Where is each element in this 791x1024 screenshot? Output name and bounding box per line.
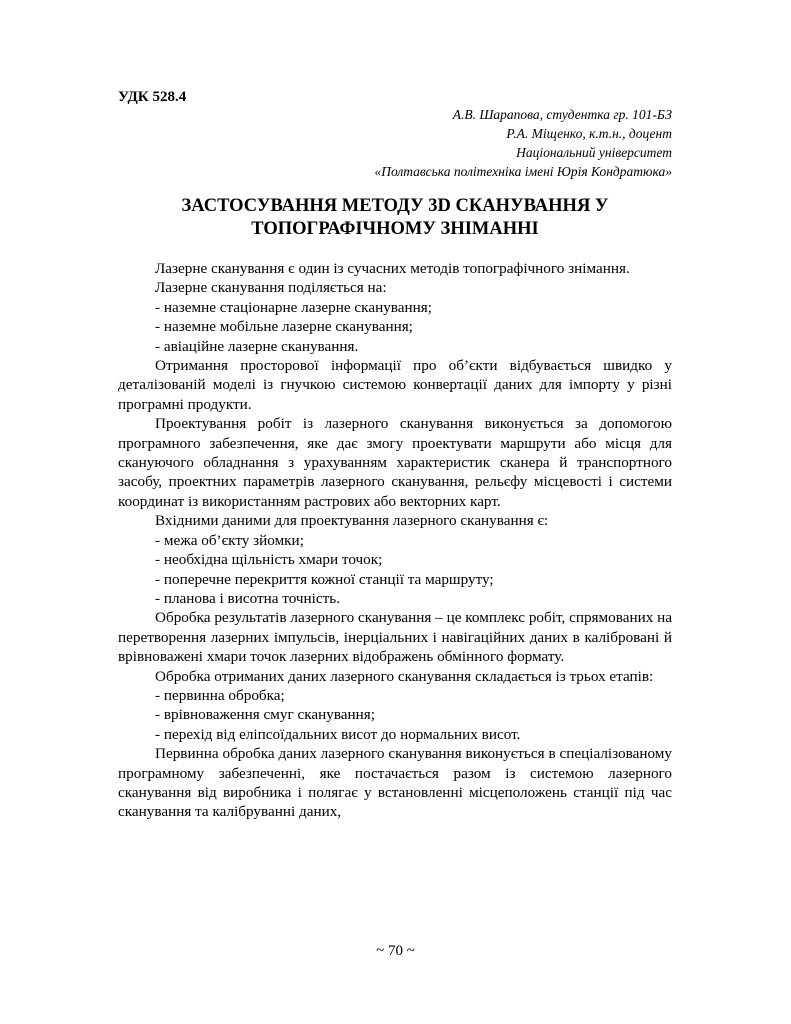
- author-line: Р.А. Міщенко, к.т.н., доцент: [506, 126, 672, 141]
- paragraph: Обробка отриманих даних лазерного сканування складається із трьох етапів:: [155, 667, 654, 685]
- page-number: ~ 70 ~: [376, 943, 415, 959]
- title-line: ЗАСТОСУВАННЯ МЕТОДУ 3D СКАНУВАННЯ У: [181, 196, 609, 216]
- list-item: - планова і висотна точність.: [155, 589, 341, 607]
- affiliation-line: Національний університет: [516, 145, 672, 160]
- paragraph: Первинна обробка даних лазерного сканування виконується в спеціалізованому програмному забезпеченні, яке постачається разом із системою лазерного сканування від виробника і полягає у встановленні місцеположень станції під час сканування та калібруванні даних,: [118, 745, 672, 821]
- paragraph: Вхідними даними для проектування лазерного сканування є:: [155, 512, 549, 530]
- affiliation-line: «Полтавська політехніка імені Юрія Кондратюка»: [374, 164, 672, 179]
- list-item: - наземне стаціонарне лазерне сканування;: [155, 298, 432, 316]
- list-item: - перехід від еліпсоїдальних висот до нормальних висот.: [155, 725, 521, 743]
- paragraph: Проектування робіт із лазерного сканування виконується за допомогою програмного забезпечення, яке дає змогу проектувати маршрути або місця для скануючого обладнання з урахуванням характеристик сканера й транспортного засобу, проектних параметрів лазерного сканування, рельєфу місцевості і системи координат із використанням растрових або векторних карт.: [118, 415, 672, 510]
- author-block: [300, 105, 672, 181]
- list-item: - необхідна щільність хмари точок;: [155, 551, 383, 569]
- author-line: А.В. Шарапова, студентка гр. 101-БЗ: [452, 107, 672, 122]
- list-item: - наземне мобільне лазерне сканування;: [155, 318, 413, 336]
- list-item: - поперечне перекриття кожної станції та маршруту;: [155, 570, 494, 588]
- paragraph: Отримання просторової інформації про об’єкти відбувається швидко у деталізованій моделі із гнучкою системою конвертації даних для імпорту у різні програмні продукти.: [118, 357, 672, 413]
- list-item: - первинна обробка;: [155, 686, 285, 704]
- body-text: [118, 259, 672, 822]
- paragraph: Лазерне сканування є один із сучасних методів топографічного знімання.: [155, 260, 630, 277]
- list-item: - межа об’єкту зйомки;: [155, 531, 304, 549]
- list-item: - врівноваження смуг сканування;: [155, 706, 376, 724]
- paragraph: Обробка результатів лазерного сканування – це комплекс робіт, спрямованих на перетворення лазерних імпульсів, інерціальних і навігаційних даних в калібровані й врівноважені хмари точок лазерних відображень обмінного формату.: [118, 609, 672, 666]
- paragraph: Лазерне сканування поділяється на:: [155, 279, 387, 297]
- udc-code: УДК 528.4: [118, 89, 187, 105]
- list-item: - авіаційне лазерне сканування.: [155, 337, 359, 355]
- paper-title: [118, 195, 672, 241]
- title-line: ТОПОГРАФІЧНОМУ ЗНІМАННІ: [251, 219, 539, 239]
